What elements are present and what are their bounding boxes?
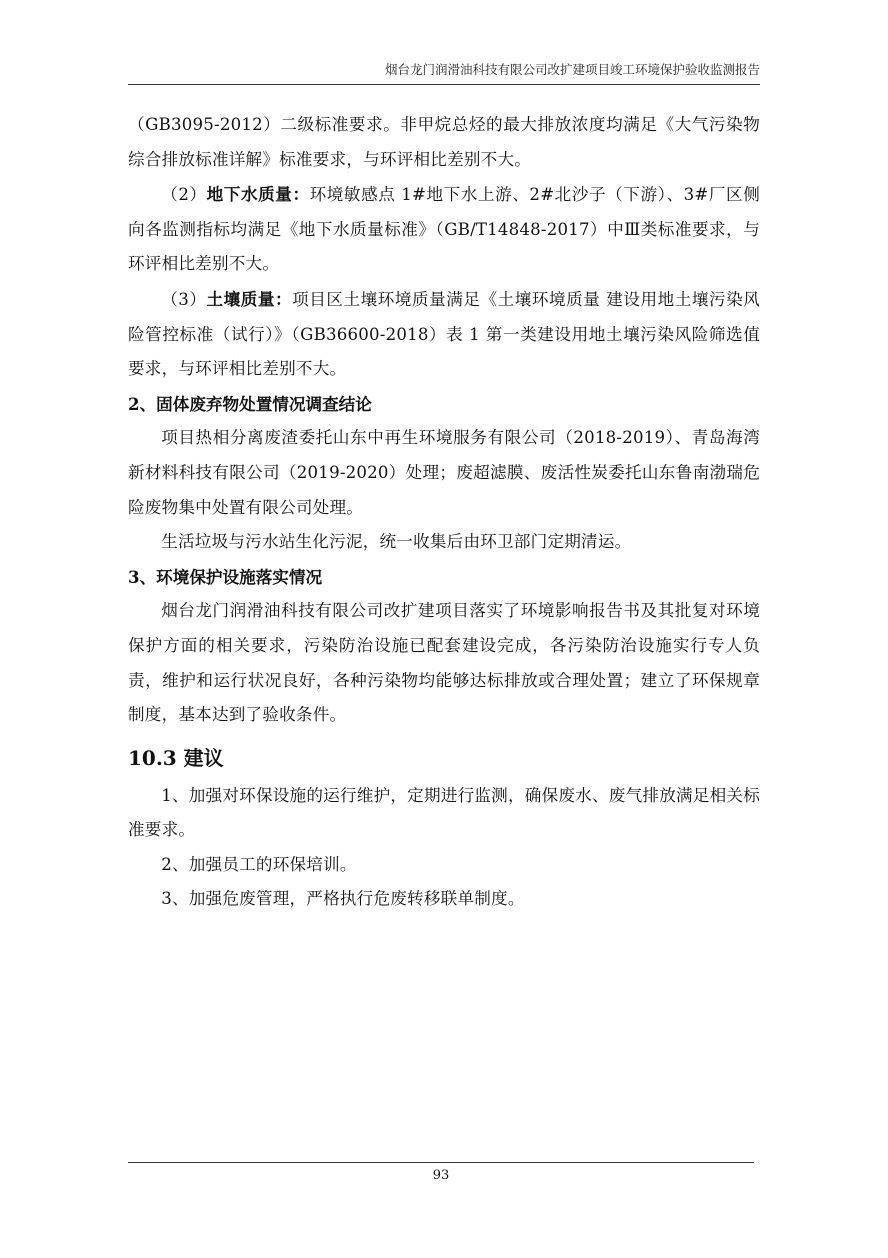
page-number: 93 [432, 1168, 450, 1183]
soil-label: 土壤质量： [206, 288, 293, 309]
groundwater-label: 地下水质量： [206, 184, 310, 205]
heading-solid-waste: 2、固体废弃物处置情况调查结论 [128, 393, 372, 414]
suggestion-item: 1、加强对环保设施的运行维护，定期进行监测，确保废水、废气排放满足相关标准要求。 [128, 785, 760, 840]
paragraph-air-standard: （GB3095-2012）二级标准要求。非甲烷总烃的最大排放浓度均满足《大气污染物综合排放标准详解》标准要求，与环评相比差别不大。 [128, 115, 760, 169]
soil-number: （3） [161, 289, 207, 309]
document-body [128, 108, 760, 917]
footer-divider [128, 1162, 754, 1163]
heading-env-facilities: 3、环境保护设施落实情况 [128, 566, 323, 587]
paragraph-domestic-waste: 生活垃圾与污水站生化污泥，统一收集后由环卫部门定期清运。 [161, 532, 632, 552]
section-title: 10.3 建议 [128, 745, 224, 770]
groundwater-number: （2） [161, 185, 207, 205]
paragraph-groundwater [128, 177, 760, 282]
paragraph-env-facilities: 烟台龙门润滑油科技有限公司改扩建项目落实了环境影响报告书及其批复对环境保护方面的相关要求，污染防治设施已配套建设完成，各污染防治设施实行专人负责，维护和运行状况良好，各种污染物均能够达标排放或合理处置；建立了环保规章制度，基本达到了验收条件。 [128, 601, 760, 725]
soil-text: 项目区土壤环境质量满足《土壤环境质量 建设用地土壤污染风险管控标准（试行）》（GB36600-2018）表 1 第一类建设用地土壤污染风险筛选值要求，与环评相比差别不大。 [128, 289, 760, 379]
page-header: 烟台龙门润滑油科技有限公司改扩建项目竣工环境保护验收监测报告 [384, 62, 760, 77]
header-divider [128, 84, 760, 85]
paragraph-soil [128, 282, 760, 387]
groundwater-text: 环境敏感点 1#地下水上游、2#北沙子（下游）、3#厂区侧向各监测指标均满足《地下水质量标准》（GB/T14848-2017）中Ⅲ类标准要求，与环评相比差别不大。 [128, 185, 760, 274]
suggestion-item: 2、加强员工的环保培训。 [161, 854, 357, 874]
suggestion-item: 3、加强危废管理，严格执行危废转移联单制度。 [161, 889, 525, 909]
paragraph-solid-waste: 项目热相分离废渣委托山东中再生环境服务有限公司（2018-2019）、青岛海湾新材料科技有限公司（2019-2020）处理；废超滤膜、废活性炭委托山东鲁南渤瑞危险废物集中处置有限公司处理。 [128, 428, 760, 517]
